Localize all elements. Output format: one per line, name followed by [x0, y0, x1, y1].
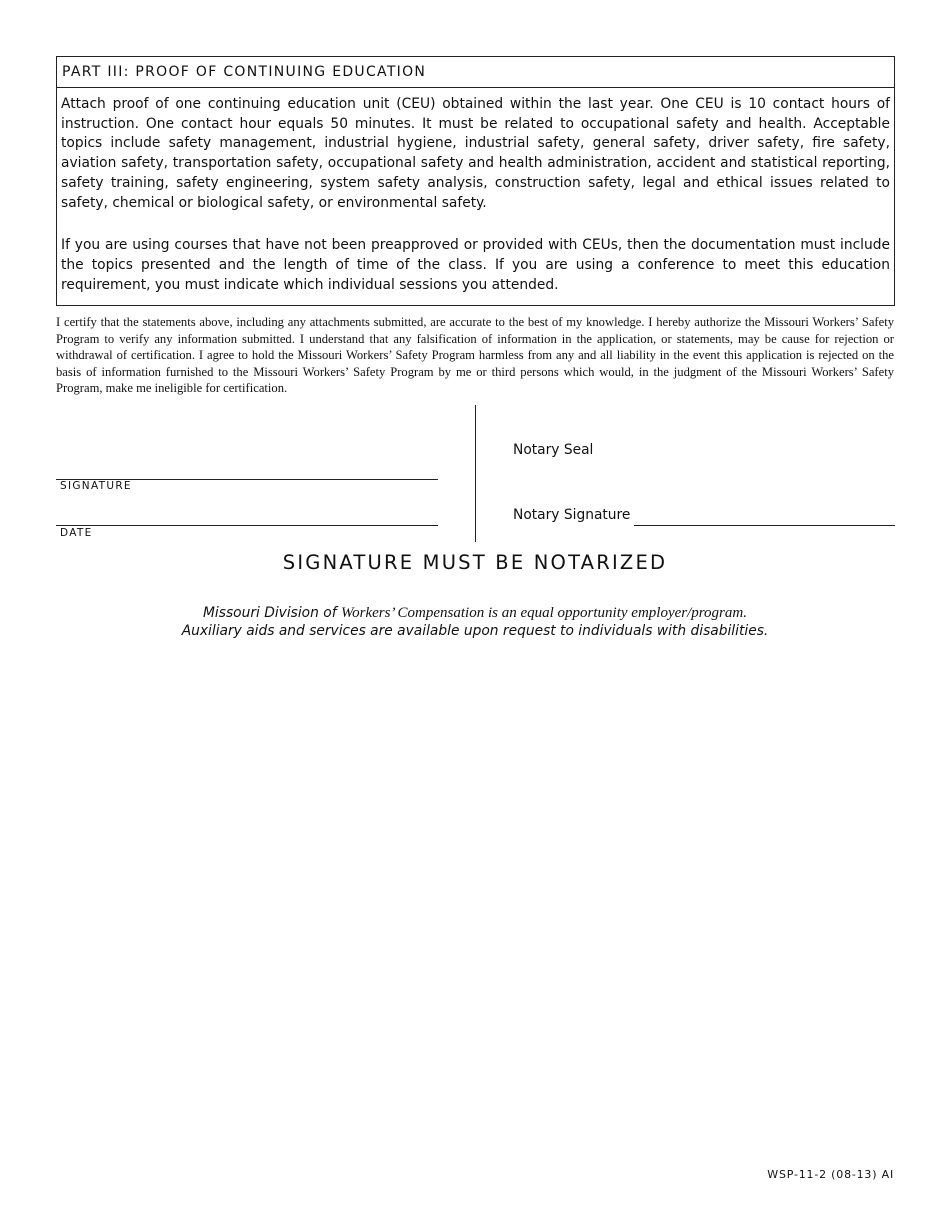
- eeo-statement: [0, 604, 950, 640]
- notary-seal-label: Notary Seal: [513, 442, 594, 458]
- certification-statement: I certify that the statements above, including any attachments submitted, are accurate to the best of my knowledge. I hereby authorize the Missouri Workers’ Safety Program to verify any information submitted. I understand that any falsification of information in the application, or statements, may be cause for rejection or withdrawal of certification. I agree to hold the Missouri Workers’ Safety Program harmless from any and all liability in the event this application is rejected on the basis of information furnished to the Missouri Workers’ Safety Program by me or third persons which would, in the judgment of the Missouri Workers’ Safety Program, make me ineligible for certification.: [56, 315, 894, 395]
- eeo-part-1: Missouri Division of: [203, 605, 337, 621]
- form-number: WSP-11-2 (08-13) AI: [767, 1168, 894, 1181]
- notary-signature-label: Notary Signature: [513, 507, 631, 523]
- notarized-notice: SIGNATURE MUST BE NOTARIZED: [282, 551, 668, 574]
- notary-signature-field[interactable]: [634, 525, 895, 526]
- eeo-line-1: [0, 604, 950, 622]
- vertical-divider: [475, 405, 476, 542]
- section-header: PART III: PROOF OF CONTINUING EDUCATION: [57, 57, 894, 88]
- documentation-paragraph: If you are using courses that have not been preapproved or provided with CEUs, then the documentation must include the topics presented and the length of time of the class. If you are using a conference to meet this education requirement, you must indicate which individual sessions you attended.: [61, 237, 890, 293]
- proof-of-continuing-education-section: [56, 56, 895, 306]
- eeo-line-2: Auxiliary aids and services are available upon request to individuals with disabilities.: [181, 623, 769, 639]
- date-field[interactable]: [56, 525, 438, 526]
- section-body: [57, 88, 894, 305]
- date-label: DATE: [60, 527, 93, 539]
- instructions-paragraph: Attach proof of one continuing education unit (CEU) obtained within the last year. One CEU is 10 contact hours of instruction. One contact hour equals 50 minutes. It must be related to occupational safety and health. Acceptable topics include safety management, industrial hygiene, industrial safety, general safety, driver safety, fire safety, aviation safety, transportation safety, occupational safety and health administration, accident and statistical reporting, safety training, safety engineering, system safety analysis, construction safety, legal and ethical issues related to safety, chemical or biological safety, or environmental safety.: [61, 96, 890, 211]
- signature-label: SIGNATURE: [60, 480, 132, 492]
- eeo-part-2: Workers’ Compensation is an equal opportunity employer/program.: [341, 605, 747, 621]
